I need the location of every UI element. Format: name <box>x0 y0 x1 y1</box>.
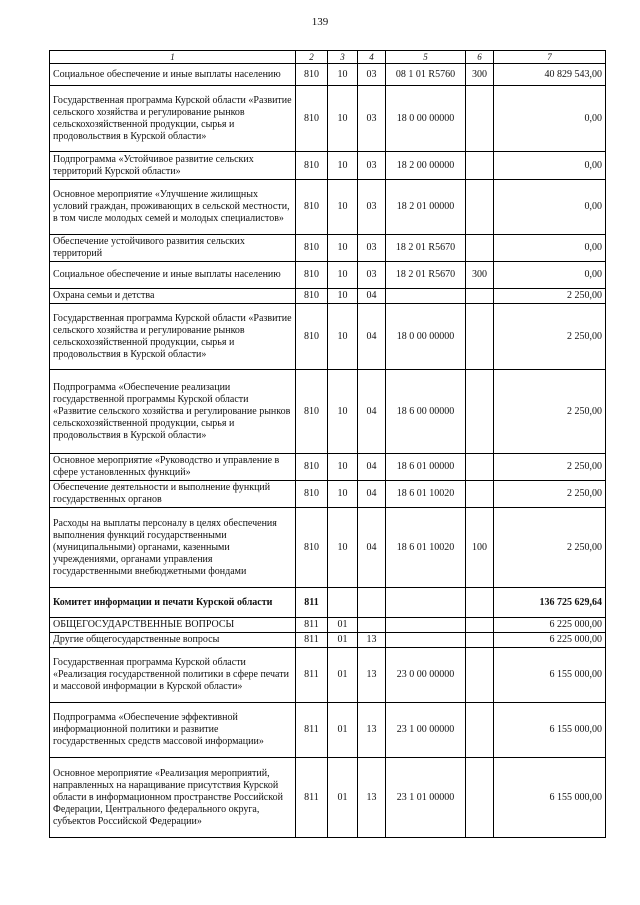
row-grbs-code: 810 <box>296 152 328 180</box>
row-name: Охрана семьи и детства <box>50 289 296 304</box>
row-target-article <box>386 618 466 633</box>
row-expense-type <box>466 588 494 618</box>
row-grbs-code: 810 <box>296 64 328 86</box>
row-grbs-code: 810 <box>296 481 328 508</box>
row-subsection-code: 04 <box>358 454 386 481</box>
row-name: Государственная программа Курской области «Реализация государственной политики в сфере печати и массовой информации в Курской области» <box>50 648 296 703</box>
row-target-article: 18 6 01 10020 <box>386 508 466 588</box>
header-col-2: 2 <box>296 51 328 64</box>
row-section-code: 10 <box>328 180 358 235</box>
row-grbs-code: 810 <box>296 86 328 152</box>
row-target-article: 18 6 00 00000 <box>386 370 466 454</box>
row-grbs-code: 810 <box>296 370 328 454</box>
row-grbs-code: 811 <box>296 588 328 618</box>
row-amount: 6 155 000,00 <box>494 703 606 758</box>
row-subsection-code: 03 <box>358 86 386 152</box>
table-row <box>50 235 606 262</box>
row-section-code: 10 <box>328 64 358 86</box>
row-subsection-code <box>358 588 386 618</box>
row-subsection-code <box>358 618 386 633</box>
table-row <box>50 180 606 235</box>
row-section-code: 01 <box>328 758 358 838</box>
row-section-code: 10 <box>328 152 358 180</box>
row-target-article: 18 2 00 00000 <box>386 152 466 180</box>
row-target-article: 23 1 00 00000 <box>386 703 466 758</box>
row-target-article: 18 0 00 00000 <box>386 304 466 370</box>
table-row <box>50 758 606 838</box>
row-expense-type: 100 <box>466 508 494 588</box>
row-subsection-code: 03 <box>358 235 386 262</box>
row-name: ОБЩЕГОСУДАРСТВЕННЫЕ ВОПРОСЫ <box>50 618 296 633</box>
row-subsection-code: 04 <box>358 481 386 508</box>
row-amount: 0,00 <box>494 152 606 180</box>
row-section-code: 01 <box>328 648 358 703</box>
table-header-row <box>50 51 606 64</box>
row-subsection-code: 03 <box>358 152 386 180</box>
header-col-5: 5 <box>386 51 466 64</box>
row-amount: 2 250,00 <box>494 289 606 304</box>
row-name: Основное мероприятие «Улучшение жилищных условий граждан, проживающих в сельской местности, в том числе молодых семей и молодых специалистов» <box>50 180 296 235</box>
row-amount: 6 155 000,00 <box>494 648 606 703</box>
row-subsection-code: 04 <box>358 289 386 304</box>
row-amount: 2 250,00 <box>494 481 606 508</box>
row-name: Обеспечение устойчивого развития сельских территорий <box>50 235 296 262</box>
row-target-article: 18 0 00 00000 <box>386 86 466 152</box>
row-subsection-code: 04 <box>358 370 386 454</box>
row-amount: 2 250,00 <box>494 304 606 370</box>
row-subsection-code: 04 <box>358 508 386 588</box>
table-row <box>50 152 606 180</box>
table-row <box>50 86 606 152</box>
row-amount: 2 250,00 <box>494 454 606 481</box>
row-section-code: 10 <box>328 262 358 289</box>
row-section-code: 10 <box>328 86 358 152</box>
table-row <box>50 481 606 508</box>
row-expense-type <box>466 152 494 180</box>
header-col-7: 7 <box>494 51 606 64</box>
table-row <box>50 304 606 370</box>
row-grbs-code: 811 <box>296 633 328 648</box>
row-grbs-code: 810 <box>296 262 328 289</box>
row-section-code: 10 <box>328 370 358 454</box>
row-grbs-code: 810 <box>296 304 328 370</box>
table-row <box>50 508 606 588</box>
table-row <box>50 262 606 289</box>
row-subsection-code: 03 <box>358 262 386 289</box>
page-number: 139 <box>311 16 329 28</box>
header-col-6: 6 <box>466 51 494 64</box>
row-subsection-code: 13 <box>358 633 386 648</box>
row-grbs-code: 811 <box>296 703 328 758</box>
row-amount: 2 250,00 <box>494 370 606 454</box>
row-expense-type <box>466 703 494 758</box>
row-name: Комитет информации и печати Курской области <box>50 588 296 618</box>
row-name: Обеспечение деятельности и выполнение функций государственных органов <box>50 481 296 508</box>
row-target-article: 18 2 01 R5670 <box>386 235 466 262</box>
row-subsection-code: 13 <box>358 758 386 838</box>
table-row <box>50 454 606 481</box>
header-col-1: 1 <box>50 51 296 64</box>
row-target-article: 18 6 01 00000 <box>386 454 466 481</box>
row-grbs-code: 811 <box>296 618 328 633</box>
row-expense-type: 300 <box>466 64 494 86</box>
row-subsection-code: 13 <box>358 703 386 758</box>
row-subsection-code: 13 <box>358 648 386 703</box>
row-amount: 40 829 543,00 <box>494 64 606 86</box>
row-expense-type <box>466 454 494 481</box>
row-section-code: 01 <box>328 703 358 758</box>
row-section-code: 10 <box>328 289 358 304</box>
table-row <box>50 703 606 758</box>
row-expense-type: 300 <box>466 262 494 289</box>
row-name: Подпрограмма «Устойчивое развитие сельских территорий Курской области» <box>50 152 296 180</box>
row-subsection-code: 03 <box>358 64 386 86</box>
row-expense-type <box>466 481 494 508</box>
row-subsection-code: 04 <box>358 304 386 370</box>
row-grbs-code: 810 <box>296 454 328 481</box>
row-expense-type <box>466 648 494 703</box>
row-name: Социальное обеспечение и иные выплаты населению <box>50 262 296 289</box>
row-expense-type <box>466 235 494 262</box>
table-row <box>50 370 606 454</box>
row-name: Социальное обеспечение и иные выплаты населению <box>50 64 296 86</box>
row-amount: 6 225 000,00 <box>494 618 606 633</box>
budget-table <box>49 50 606 838</box>
row-section-code: 10 <box>328 481 358 508</box>
row-amount: 6 155 000,00 <box>494 758 606 838</box>
row-name: Расходы на выплаты персоналу в целях обеспечения выполнения функций государственными (муниципальными) органами, казенными учреждениями, органами управления государственными внебюджетными фондами <box>50 508 296 588</box>
row-name: Подпрограмма «Обеспечение реализации государственной программы Курской области «Развитие сельского хозяйства и регулирование рынков сельскохозяйственной продукции, сырья и продовольствия в Курской области» <box>50 370 296 454</box>
row-name: Другие общегосударственные вопросы <box>50 633 296 648</box>
row-target-article: 23 0 00 00000 <box>386 648 466 703</box>
row-amount: 0,00 <box>494 235 606 262</box>
table-row <box>50 64 606 86</box>
row-amount: 2 250,00 <box>494 508 606 588</box>
row-target-article <box>386 633 466 648</box>
row-expense-type <box>466 370 494 454</box>
table-row <box>50 648 606 703</box>
row-amount: 0,00 <box>494 86 606 152</box>
row-amount: 136 725 629,64 <box>494 588 606 618</box>
row-target-article: 23 1 01 00000 <box>386 758 466 838</box>
header-col-3: 3 <box>328 51 358 64</box>
row-section-code: 10 <box>328 235 358 262</box>
row-expense-type <box>466 180 494 235</box>
row-name: Государственная программа Курской области «Развитие сельского хозяйства и регулирование рынков сельскохозяйственной продукции, сырья и продовольствия в Курской области» <box>50 304 296 370</box>
row-expense-type <box>466 86 494 152</box>
row-expense-type <box>466 289 494 304</box>
row-section-code: 01 <box>328 633 358 648</box>
row-amount: 6 225 000,00 <box>494 633 606 648</box>
row-grbs-code: 811 <box>296 648 328 703</box>
row-target-article: 08 1 01 R5760 <box>386 64 466 86</box>
row-subsection-code: 03 <box>358 180 386 235</box>
row-section-code: 10 <box>328 304 358 370</box>
row-name: Основное мероприятие «Руководство и управление в сфере установленных функций» <box>50 454 296 481</box>
row-expense-type <box>466 633 494 648</box>
row-name: Государственная программа Курской области «Развитие сельского хозяйства и регулирование рынков сельскохозяйственной продукции, сырья и продовольствия в Курской области» <box>50 86 296 152</box>
row-grbs-code: 810 <box>296 289 328 304</box>
row-grbs-code: 810 <box>296 508 328 588</box>
row-amount: 0,00 <box>494 180 606 235</box>
row-target-article: 18 6 01 10020 <box>386 481 466 508</box>
row-target-article: 18 2 01 R5670 <box>386 262 466 289</box>
row-target-article: 18 2 01 00000 <box>386 180 466 235</box>
row-grbs-code: 810 <box>296 180 328 235</box>
table-row <box>50 588 606 618</box>
row-section-code <box>328 588 358 618</box>
row-expense-type <box>466 758 494 838</box>
row-section-code: 10 <box>328 454 358 481</box>
table-row <box>50 289 606 304</box>
row-amount: 0,00 <box>494 262 606 289</box>
row-target-article <box>386 289 466 304</box>
row-target-article <box>386 588 466 618</box>
row-name: Основное мероприятие «Реализация мероприятий, направленных на наращивание присутствия Курской области в информационном пространстве Российской Федерации, Центрального федерального округа, субъектов Российской Федерации» <box>50 758 296 838</box>
row-name: Подпрограмма «Обеспечение эффективной информационной политики и развитие государственных средств массовой информации» <box>50 703 296 758</box>
row-section-code: 10 <box>328 508 358 588</box>
table-row <box>50 618 606 633</box>
row-grbs-code: 811 <box>296 758 328 838</box>
row-expense-type <box>466 618 494 633</box>
row-section-code: 01 <box>328 618 358 633</box>
row-grbs-code: 810 <box>296 235 328 262</box>
row-expense-type <box>466 304 494 370</box>
header-col-4: 4 <box>358 51 386 64</box>
table-row <box>50 633 606 648</box>
